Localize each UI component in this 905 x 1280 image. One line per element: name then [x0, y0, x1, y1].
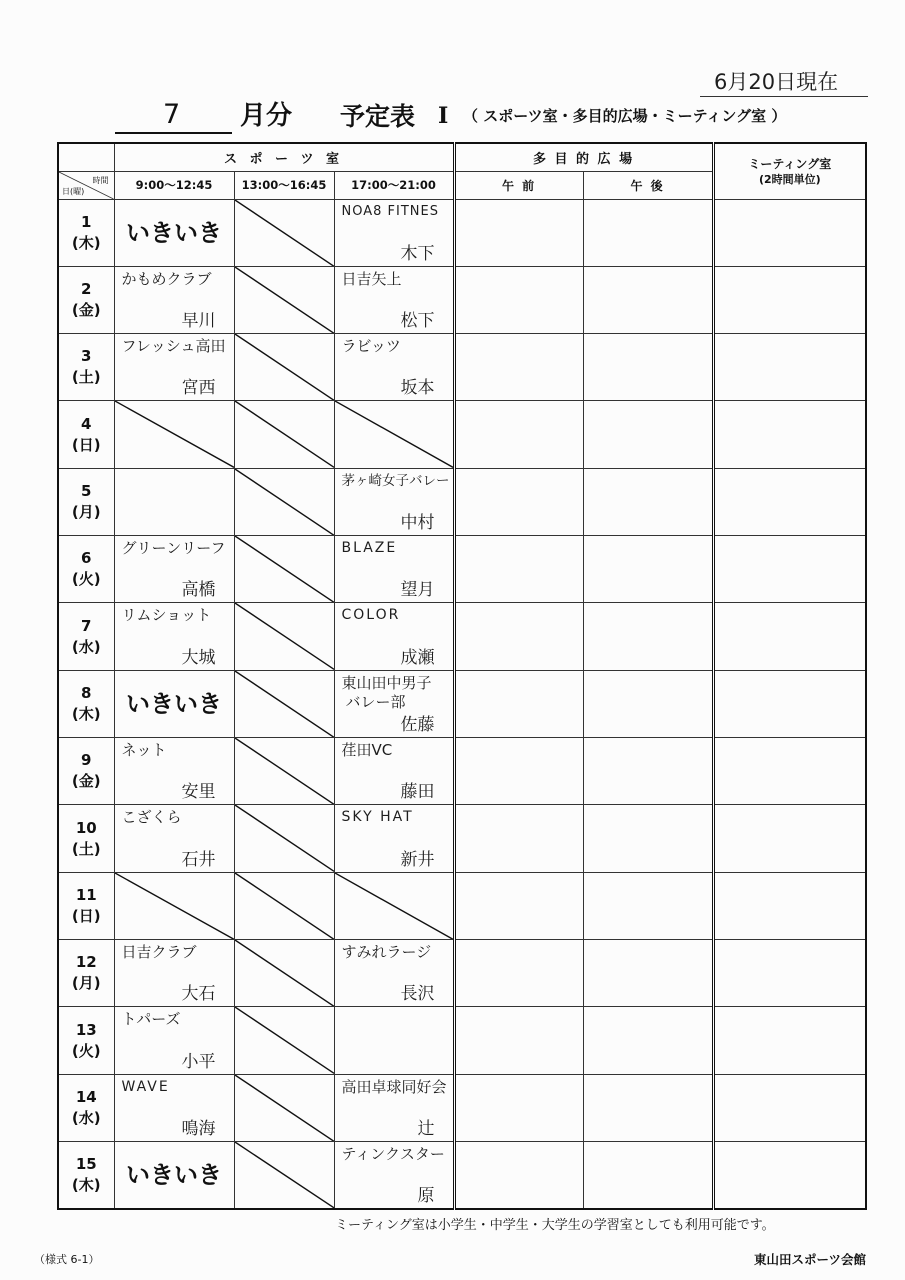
sports-slot-morning	[114, 468, 234, 535]
plaza-morning-cell	[454, 603, 583, 670]
plaza-afternoon-cell	[583, 738, 713, 805]
sports-slot-afternoon	[234, 603, 334, 670]
day-row	[58, 468, 866, 535]
sports-slot-afternoon	[234, 536, 334, 603]
plaza-afternoon-cell	[583, 670, 713, 737]
date-cell	[58, 872, 114, 939]
plaza-morning-cell	[454, 940, 583, 1007]
day-row	[58, 536, 866, 603]
day-row	[58, 872, 866, 939]
day-number: 1	[81, 212, 92, 231]
plaza-afternoon-cell	[583, 872, 713, 939]
group-name: こざくら	[121, 808, 182, 827]
title-month-underline	[115, 132, 232, 134]
group-name: トパーズ	[121, 1010, 181, 1029]
contact-name: 望月	[400, 580, 435, 601]
meeting-room-cell	[713, 872, 866, 939]
contact-name: 木下	[400, 243, 435, 264]
group-name: 荏田VC	[341, 741, 393, 760]
sports-slot-evening	[334, 670, 454, 737]
weekday: (土)	[71, 839, 101, 858]
day-number: 14	[75, 1087, 97, 1106]
weekday: (金)	[71, 772, 101, 791]
contact-name: 松下	[400, 311, 435, 332]
sports-slot-evening	[334, 1007, 454, 1074]
group-name: ネット	[121, 741, 167, 760]
meeting-room-cell	[713, 1074, 866, 1141]
group-name: ティンクスター	[341, 1145, 445, 1164]
unavailable-slash	[235, 267, 334, 333]
day-row	[58, 199, 866, 266]
title-numeral: Ⅰ	[438, 103, 449, 129]
plaza-morning-cell	[454, 1074, 583, 1141]
header-slot-afternoon: 13:00〜16:45	[234, 171, 334, 199]
contact-name: 坂本	[400, 378, 435, 399]
header-meeting-room-cell	[713, 143, 866, 199]
schedule-table	[57, 142, 867, 1210]
meeting-room-cell	[713, 603, 866, 670]
sports-slot-afternoon	[234, 266, 334, 333]
title-schedule: 予定表	[340, 102, 416, 131]
day-number: 12	[75, 953, 97, 972]
day-number: 8	[81, 683, 92, 702]
sports-slot-morning	[114, 1007, 234, 1074]
plaza-morning-cell	[454, 1007, 583, 1074]
contact-name: 長沢	[400, 984, 435, 1005]
weekday: (木)	[71, 233, 101, 252]
unavailable-slash	[235, 401, 334, 467]
sports-slot-morning	[114, 199, 234, 266]
sports-slot-morning	[114, 805, 234, 872]
meeting-room-cell	[713, 401, 866, 468]
contact-name: 中村	[400, 513, 435, 534]
header-slot-evening: 17:00〜21:00	[334, 171, 454, 199]
unavailable-slash	[235, 940, 334, 1006]
day-number: 9	[81, 751, 92, 770]
reservation-label: いきいき	[126, 689, 222, 718]
unavailable-slash	[235, 738, 334, 804]
unavailable-slash	[235, 1142, 334, 1208]
day-number: 6	[81, 549, 92, 568]
unavailable-slash	[335, 873, 453, 939]
contact-name: 大石	[181, 984, 216, 1005]
day-number: 7	[81, 616, 92, 635]
day-row	[58, 603, 866, 670]
weekday: (水)	[71, 1108, 101, 1127]
date-cell	[58, 805, 114, 872]
date-cell	[58, 334, 114, 401]
day-row	[58, 334, 866, 401]
date-cell	[58, 670, 114, 737]
day-row	[58, 1074, 866, 1141]
contact-name: 安里	[181, 782, 216, 803]
date-cell	[58, 401, 114, 468]
day-row	[58, 266, 866, 333]
day-row	[58, 940, 866, 1007]
header-row-rooms	[58, 143, 866, 171]
sports-slot-afternoon	[234, 670, 334, 737]
header-time-label: 時間	[92, 175, 109, 185]
sports-slot-afternoon	[234, 1007, 334, 1074]
day-row	[58, 1142, 866, 1209]
header-plaza-pm: 午 後	[583, 171, 713, 199]
sports-slot-afternoon	[234, 199, 334, 266]
sports-slot-afternoon	[234, 401, 334, 468]
plaza-morning-cell	[454, 536, 583, 603]
sports-slot-morning	[114, 670, 234, 737]
day-number: 15	[75, 1155, 97, 1173]
date-cell	[58, 199, 114, 266]
unavailable-slash	[235, 603, 334, 669]
sports-slot-evening	[334, 738, 454, 805]
header-plaza: 多 目 的 広 場	[454, 143, 713, 171]
title-month-suffix: 月分	[240, 101, 293, 131]
date-cell	[58, 468, 114, 535]
as-of-underline	[700, 96, 868, 97]
group-name: 茅ヶ崎女子バレー	[341, 472, 450, 489]
meeting-room-cell	[713, 738, 866, 805]
footer-note: ミーティング室は小学生・中学生・大学生の学習室としても利用可能です。	[335, 1218, 775, 1233]
plaza-afternoon-cell	[583, 266, 713, 333]
sports-slot-evening	[334, 468, 454, 535]
group-name-line2: バレー部	[345, 692, 406, 711]
group-name: 東山田中男子	[341, 673, 432, 692]
date-cell	[58, 603, 114, 670]
date-cell	[58, 1074, 114, 1141]
weekday: (火)	[71, 1041, 101, 1060]
group-name: かもめクラブ	[121, 269, 212, 288]
contact-name: 鳴海	[181, 1119, 216, 1140]
day-row	[58, 670, 866, 737]
sports-slot-evening	[334, 805, 454, 872]
meeting-room-cell	[713, 199, 866, 266]
sports-slot-evening	[334, 1074, 454, 1141]
unavailable-slash	[235, 200, 334, 266]
group-name: 日吉矢上	[341, 269, 402, 288]
unavailable-slash	[235, 469, 334, 535]
plaza-afternoon-cell	[583, 536, 713, 603]
meeting-room-cell	[713, 468, 866, 535]
header-date-label: 日(曜)	[62, 186, 85, 196]
sports-slot-morning	[114, 738, 234, 805]
sports-slot-evening	[334, 266, 454, 333]
plaza-morning-cell	[454, 266, 583, 333]
meeting-room-cell	[713, 805, 866, 872]
reservation-label: いきいき	[126, 218, 222, 247]
contact-name: 宮西	[181, 378, 216, 399]
sports-slot-morning	[114, 266, 234, 333]
day-number: 4	[81, 414, 92, 433]
day-number: 10	[75, 818, 97, 837]
plaza-afternoon-cell	[583, 805, 713, 872]
sports-slot-morning	[114, 536, 234, 603]
contact-name: 佐藤	[400, 715, 435, 736]
plaza-morning-cell	[454, 1142, 583, 1209]
contact-name: 石井	[181, 849, 216, 870]
meeting-room-cell	[713, 1007, 866, 1074]
plaza-afternoon-cell	[583, 199, 713, 266]
plaza-morning-cell	[454, 805, 583, 872]
sports-slot-evening	[334, 401, 454, 468]
group-name: 日吉クラブ	[121, 943, 197, 962]
weekday: (火)	[71, 570, 101, 589]
unavailable-slash	[235, 805, 334, 871]
header-plaza-am: 午 前	[454, 171, 583, 199]
sports-slot-morning	[114, 603, 234, 670]
plaza-afternoon-cell	[583, 468, 713, 535]
plaza-morning-cell	[454, 468, 583, 535]
weekday: (木)	[71, 704, 101, 723]
weekday: (木)	[71, 1176, 101, 1194]
sports-slot-afternoon	[234, 805, 334, 872]
sports-slot-evening	[334, 334, 454, 401]
sports-slot-afternoon	[234, 1142, 334, 1209]
meeting-room-cell	[713, 266, 866, 333]
sports-slot-morning	[114, 872, 234, 939]
meeting-room-cell	[713, 670, 866, 737]
group-name: WAVE	[121, 1078, 170, 1095]
sports-slot-evening	[334, 940, 454, 1007]
contact-name: 小平	[181, 1051, 216, 1072]
contact-name: 藤田	[400, 782, 435, 803]
sports-slot-afternoon	[234, 738, 334, 805]
weekday: (月)	[71, 974, 101, 993]
plaza-afternoon-cell	[583, 1074, 713, 1141]
unavailable-slash	[235, 873, 334, 939]
group-name: ラビッツ	[341, 337, 401, 356]
plaza-morning-cell	[454, 199, 583, 266]
unavailable-slash	[235, 536, 334, 602]
date-cell	[58, 1007, 114, 1074]
sports-slot-afternoon	[234, 1074, 334, 1141]
day-number: 11	[75, 885, 97, 904]
day-row	[58, 805, 866, 872]
plaza-afternoon-cell	[583, 401, 713, 468]
header-slot-morning: 9:00〜12:45	[114, 171, 234, 199]
header-corner-blank	[58, 143, 114, 171]
plaza-afternoon-cell	[583, 1142, 713, 1209]
contact-name: 成瀬	[400, 647, 435, 668]
weekday: (日)	[71, 435, 101, 454]
plaza-morning-cell	[454, 670, 583, 737]
header-sports-room: ス ポ ー ツ 室	[114, 143, 454, 171]
date-cell	[58, 266, 114, 333]
sports-slot-morning	[114, 1142, 234, 1209]
sports-slot-evening	[334, 536, 454, 603]
sports-slot-afternoon	[234, 940, 334, 1007]
unavailable-slash	[115, 873, 234, 939]
meeting-room-cell	[713, 940, 866, 1007]
unavailable-slash	[335, 401, 453, 467]
day-number: 2	[81, 279, 92, 298]
unavailable-slash	[235, 334, 334, 400]
sports-slot-evening	[334, 1142, 454, 1209]
title-month: 7	[163, 99, 181, 130]
day-number: 3	[81, 347, 92, 366]
as-of-date: 6月20日現在	[714, 70, 839, 94]
day-number: 13	[75, 1020, 97, 1039]
contact-name: 辻	[417, 1119, 435, 1140]
sports-slot-evening	[334, 872, 454, 939]
meeting-room-cell	[713, 334, 866, 401]
form-number: （様式 6-1）	[34, 1253, 100, 1266]
plaza-morning-cell	[454, 738, 583, 805]
reservation-label: いきいき	[126, 1160, 222, 1189]
meeting-room-cell	[713, 1142, 866, 1209]
sports-slot-morning	[114, 401, 234, 468]
date-cell	[58, 1142, 114, 1209]
sports-slot-afternoon	[234, 334, 334, 401]
plaza-afternoon-cell	[583, 334, 713, 401]
group-name: COLOR	[341, 607, 401, 624]
unavailable-slash	[235, 1007, 334, 1073]
unavailable-slash	[235, 1075, 334, 1141]
day-row	[58, 401, 866, 468]
contact-name: 高橋	[181, 580, 216, 601]
title-rooms: （ スポーツ室・多目的広場・ミーティング室 ）	[463, 107, 787, 125]
group-name: フレッシュ高田	[121, 337, 226, 356]
group-name: NOA8 FITNES	[341, 203, 439, 219]
plaza-morning-cell	[454, 872, 583, 939]
contact-name: 大城	[181, 647, 216, 668]
day-row	[58, 738, 866, 805]
day-row	[58, 1007, 866, 1074]
day-number: 5	[81, 481, 92, 500]
contact-name: 早川	[181, 311, 216, 332]
sports-slot-evening	[334, 603, 454, 670]
sports-slot-morning	[114, 1074, 234, 1141]
sports-slot-evening	[334, 199, 454, 266]
sports-slot-morning	[114, 334, 234, 401]
weekday: (金)	[71, 300, 101, 319]
plaza-morning-cell	[454, 401, 583, 468]
group-name: SKY HAT	[341, 809, 414, 826]
weekday: (土)	[71, 368, 101, 387]
sports-slot-morning	[114, 940, 234, 1007]
group-name: BLAZE	[341, 540, 398, 557]
date-cell	[58, 536, 114, 603]
contact-name: 新井	[400, 849, 435, 870]
plaza-afternoon-cell	[583, 1007, 713, 1074]
contact-name: 原	[417, 1185, 435, 1206]
weekday: (日)	[71, 906, 101, 925]
sports-slot-afternoon	[234, 872, 334, 939]
sports-slot-afternoon	[234, 468, 334, 535]
weekday: (月)	[71, 502, 101, 521]
unavailable-slash	[235, 671, 334, 737]
date-cell	[58, 940, 114, 1007]
meeting-room-cell	[713, 536, 866, 603]
plaza-afternoon-cell	[583, 940, 713, 1007]
facility-name: 東山田スポーツ会館	[754, 1252, 867, 1267]
weekday: (水)	[71, 637, 101, 656]
group-name: グリーンリーフ	[121, 539, 226, 558]
group-name: すみれラージ	[341, 943, 432, 962]
group-name: リムショット	[121, 606, 212, 625]
group-name: 高田卓球同好会	[341, 1077, 447, 1096]
header-meeting-unit: (2時間単位)	[758, 173, 821, 186]
header-date-time-corner	[58, 171, 114, 199]
plaza-afternoon-cell	[583, 603, 713, 670]
header-meeting-room: ミーティング室	[748, 157, 832, 171]
unavailable-slash	[115, 401, 234, 467]
date-cell	[58, 738, 114, 805]
plaza-morning-cell	[454, 334, 583, 401]
